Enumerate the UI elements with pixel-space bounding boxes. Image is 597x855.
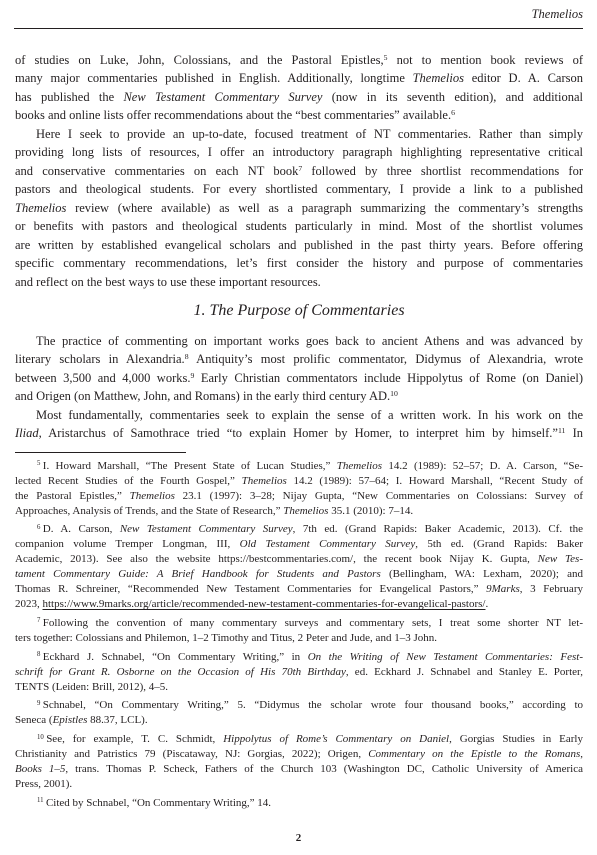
line-content <box>37 699 583 711</box>
footnote-separator <box>15 452 186 453</box>
text-run: , <box>580 747 583 760</box>
footnote-number: 10 <box>37 733 44 741</box>
text-run: (Bellingham, WA: Lexham, 2020); and <box>380 568 583 581</box>
text-line <box>15 273 583 292</box>
text-line <box>15 332 583 351</box>
text-run: companion volume Tremper Longman, III, <box>15 538 240 551</box>
italic-text: New Testament Commentary Survey <box>119 523 293 536</box>
text-run: Thomas R. Schreiner, “Recommended New Testament Commentaries for Evangelical Pastors,” <box>15 583 487 596</box>
line-content <box>15 475 583 487</box>
footnote-line <box>15 459 583 474</box>
text-run: Following the convention of many commentary surveys and commentary sets, I treat some shorter NT let- <box>42 616 583 629</box>
line-content <box>37 651 583 663</box>
text-run: literary scholars in Alexandria. <box>15 352 185 367</box>
text-run: the Pastoral Epistles,” <box>15 489 130 502</box>
text-line <box>15 88 583 107</box>
text-run: TENTS (Leiden: Brill, 2012), 4–5. <box>15 680 169 693</box>
body-paragraph <box>15 406 583 443</box>
line-content <box>37 617 583 629</box>
line-content <box>15 553 583 565</box>
url-link[interactable]: https://www.9marks.org/article/recommended-new-testament-commentaries-for-evangelical-pastors/ <box>42 598 486 611</box>
text-run: , 3 February <box>519 583 583 596</box>
line-content <box>15 598 488 610</box>
text-run: between 3,500 and 4,000 works. <box>15 370 191 385</box>
text-run: Eckhard J. Schnabel, “On Commentary Writing,” in <box>42 650 308 663</box>
text-run: 88.37, LCL). <box>87 714 148 727</box>
footnote-line <box>15 698 583 713</box>
text-run: Cited by Schnabel, “On Commentary Writing,” 14. <box>45 796 272 809</box>
footnote-line <box>15 552 583 567</box>
footnote-reference[interactable]: 5 <box>383 52 388 62</box>
text-run: ters together: Colossians and Philemon, 1–2 Timothy and Titus, 2 Peter and Jude, and 1–3 John. <box>15 631 437 644</box>
footnote <box>15 616 583 646</box>
text-run: and Origen (on Matthew, John, and Romans) in the early third century AD. <box>15 389 391 404</box>
line-content <box>36 334 583 348</box>
line-content <box>37 460 583 472</box>
text-run: 14.2 (1989): 57–64; I. Howard Marshall, “Recent Study of <box>286 474 583 487</box>
footnote-line <box>15 762 583 777</box>
text-line <box>15 51 583 70</box>
text-run: Most fundamentally, commentaries seek to explain the sense of a written work. In his work on the <box>36 407 583 422</box>
text-run: See, for example, T. C. Schmidt, <box>46 732 224 745</box>
text-run: . <box>485 598 489 611</box>
line-content <box>15 201 583 215</box>
text-run: specific commentary recommendations, let’s first consider the history and purpose of commentaries <box>15 256 583 271</box>
line-content <box>15 505 413 517</box>
footnote-line <box>15 537 583 552</box>
line-content <box>37 523 583 535</box>
text-line <box>15 180 583 199</box>
footnote-line <box>15 747 583 762</box>
italic-text: Themelios <box>412 71 464 86</box>
italic-text: tament Commentary Guide: A Brief Handbook for Students and Pastors <box>15 568 381 581</box>
footnote-line <box>15 582 583 597</box>
text-run: Antiquity’s most prolific commentator, Didymus of Alexandria, wrote <box>188 352 583 367</box>
line-content <box>36 127 583 141</box>
line-content <box>15 763 583 775</box>
footnote-line <box>15 474 583 489</box>
body-paragraph <box>15 125 583 292</box>
footnote-reference[interactable]: 6 <box>451 108 455 118</box>
line-content <box>36 408 583 422</box>
text-run: Academic, 2013). See also the website <box>15 553 219 566</box>
italic-text: Books 1–5 <box>15 762 66 775</box>
text-run: and conservative commentaries on each NT book <box>15 163 299 178</box>
text-run: Here I seek to provide an up-to-date, focused treatment of NT commentaries. Rather than simply <box>36 126 583 141</box>
text-line <box>15 162 583 181</box>
footnote-number: 8 <box>37 651 41 659</box>
text-run: editor D. A. Carson <box>463 71 583 86</box>
text-run: Christianity and Patristics 79 (Piscataway, NJ: Gorgias, 2022); Origen, <box>15 747 369 760</box>
text-run: not to mention book reviews of <box>387 52 584 67</box>
text-run: Press, 2001). <box>15 777 73 790</box>
article-body <box>15 51 583 443</box>
footnote-line <box>15 680 583 695</box>
text-line <box>15 350 583 369</box>
text-line <box>15 125 583 144</box>
italic-text: Epistles <box>52 714 88 727</box>
line-content <box>15 53 583 67</box>
line-content <box>15 238 583 252</box>
line-content <box>15 219 583 233</box>
line-content <box>15 71 583 85</box>
footnote-line <box>15 665 583 680</box>
footnote-number: 9 <box>37 699 41 707</box>
line-content <box>15 632 437 644</box>
journal-title: Themelios <box>531 7 583 21</box>
italic-text: Themelios <box>241 474 287 487</box>
line-content <box>15 583 583 595</box>
text-run: providing long lists of resources, I offer an introductory paragraph highlighting representative critical <box>15 145 583 160</box>
line-content <box>15 371 583 385</box>
line-content <box>15 256 583 270</box>
footnote <box>15 650 583 695</box>
text-run: , 7th ed. (Grand Rapids: Baker Academic, 2013). Cf. the <box>292 523 583 536</box>
footnote-line <box>15 650 583 665</box>
italic-text: Themelios <box>15 200 67 215</box>
page-number: 2 <box>295 832 302 844</box>
line-content <box>15 538 583 550</box>
text-line <box>15 387 583 406</box>
text-run: and reflect on the best ways to use these important resources. <box>15 274 321 289</box>
text-run: , 5th ed. (Grand Rapids: Baker <box>415 538 583 551</box>
text-line <box>15 217 583 236</box>
body-paragraph <box>15 332 583 406</box>
footnote-line <box>15 567 583 582</box>
text-line <box>15 199 583 218</box>
running-header <box>532 5 583 23</box>
text-run: (now in its seventh edition), and additional <box>322 89 584 104</box>
text-line <box>15 424 583 443</box>
text-run: pastors and theological students. For every shortlisted commentary, I provide a link to a published <box>15 182 583 197</box>
text-run: The practice of commenting on important works goes back to ancient Athens and was advanced by <box>36 333 583 348</box>
text-run: many major commentaries published in English. Additionally, longtime <box>15 71 413 86</box>
footnote-number: 11 <box>37 797 44 805</box>
line-content <box>15 164 583 178</box>
footnote <box>15 698 583 728</box>
italic-text: Themelios <box>336 459 383 472</box>
url-link[interactable]: https://bestcommentaries.com/ <box>218 553 354 566</box>
text-run: 2023, <box>15 598 43 611</box>
text-run: are written by established evangelical scholars and published in the past thirty years. Before offering <box>15 237 583 252</box>
text-run: or benefits with pastors and theological students particularly in mind. Most of the shortlist volumes <box>15 219 583 234</box>
footnote-line <box>15 522 583 537</box>
footnote-line <box>15 597 583 612</box>
text-run: followed by three shortlist recommendations for <box>302 163 584 178</box>
text-line <box>15 106 583 125</box>
line-content <box>15 182 583 196</box>
line-content <box>15 490 583 502</box>
text-run: Early Christian commentators include Hippolytus of Rome (on Daniel) <box>194 370 584 385</box>
italic-text: On the Writing of New Testament Commentaries: Fest- <box>307 650 583 663</box>
line-content <box>15 145 583 159</box>
text-run: , the recent book Nijay K. Gupta, <box>353 553 538 566</box>
text-run: D. A. Carson, <box>42 523 120 536</box>
text-run: I. Howard Marshall, “The Present State of Lucan Studies,” <box>42 459 337 472</box>
text-run: Schnabel, “On Commentary Writing,” 5. “Didymus the scholar wrote four thousand books,” according to <box>42 699 583 712</box>
text-line <box>15 406 583 425</box>
italic-text: Hippolytus of Rome’s Commentary on Daniel <box>223 732 450 745</box>
line-content <box>15 389 398 403</box>
line-content <box>15 90 583 104</box>
italic-text: Commentary on the Epistle to the Romans <box>368 747 581 760</box>
footnote <box>15 796 583 811</box>
text-run: , Aristarchus of Samothrace tried “to explain Homer by Homer, to interpret him by himself.” <box>38 426 558 441</box>
footnote-reference[interactable]: 7 <box>298 163 303 173</box>
text-run: 23.1 (1997): 3–28; Nijay Gupta, “New Commentaries on Colossians: Survey of <box>174 489 583 502</box>
text-run: , Gorgias Studies in Early <box>449 732 583 745</box>
footnote-reference[interactable]: 11 <box>557 426 566 436</box>
italic-text: Iliad <box>15 426 39 441</box>
italic-text: Old Testament Commentary Survey <box>239 538 416 551</box>
header-rule <box>14 28 583 29</box>
footnote-number: 7 <box>37 617 41 625</box>
text-run: In <box>565 426 583 441</box>
italic-text: Themelios <box>283 504 329 517</box>
italic-text: 9Marks <box>486 583 520 596</box>
line-content <box>15 426 583 440</box>
footnote <box>15 522 583 612</box>
text-line <box>15 254 583 273</box>
footnote-line <box>15 713 583 728</box>
text-run: , ed. Eckhard J. Schnabel and Stanley E. Porter, <box>345 665 583 678</box>
footnote-line <box>15 796 583 811</box>
italic-text: Themelios <box>129 489 175 502</box>
text-line <box>15 369 583 388</box>
text-run: 14.2 (1989): 52–57; D. A. Carson, “Se- <box>382 459 584 472</box>
text-run: review (where available) as well as a paragraph summarizing the commentary’s strengths <box>66 200 583 215</box>
text-run: has published the <box>15 89 124 104</box>
text-run: lected Recent Studies of the Fourth Gospel,” <box>15 474 242 487</box>
italic-text: New Testament Commentary Survey <box>123 89 323 104</box>
line-content <box>15 748 583 760</box>
footnote-line <box>15 777 583 792</box>
footnote-reference[interactable]: 8 <box>184 352 189 362</box>
line-content <box>15 778 72 790</box>
text-line <box>15 236 583 255</box>
footnote <box>15 459 583 519</box>
footnote-line <box>15 616 583 631</box>
line-content <box>15 352 583 366</box>
footnote <box>15 732 583 792</box>
text-run: Seneca ( <box>15 714 53 727</box>
footnote-number: 5 <box>37 460 41 468</box>
footnote-reference[interactable]: 10 <box>390 389 398 399</box>
line-content <box>15 714 148 726</box>
line-content <box>15 666 583 678</box>
text-line <box>15 69 583 88</box>
footnotes <box>15 459 583 815</box>
footnote-reference[interactable]: 9 <box>190 370 195 380</box>
italic-text: New Tes- <box>537 553 583 566</box>
text-run: 35.1 (2010): 7–14. <box>328 504 414 517</box>
text-run: , trans. Thomas P. Scheck, Fathers of the Church 103 (Washington DC, Catholic University of America <box>65 762 583 775</box>
footnote-line <box>15 732 583 747</box>
text-run: books and online lists offer recommendations about the “best commentaries” available. <box>15 108 452 123</box>
footnote-line <box>15 631 583 646</box>
section-heading: 1. The Purpose of Commentaries <box>193 302 405 320</box>
footnote-line <box>15 504 583 519</box>
line-content <box>15 568 583 580</box>
line-content <box>15 108 455 122</box>
line-content <box>37 733 583 745</box>
text-run: of studies on Luke, John, Colossians, and the Pastoral Epistles, <box>15 52 384 67</box>
text-run: Approaches, Analysis of Trends, and the State of Research,” <box>15 504 284 517</box>
line-content <box>15 275 321 289</box>
line-content <box>37 797 271 809</box>
text-line <box>15 143 583 162</box>
italic-text: schrift for Grant R. Osborne on the Occasion of His 70th Birthday <box>15 665 346 678</box>
line-content <box>15 681 168 693</box>
body-paragraph <box>15 51 583 125</box>
footnote-number: 6 <box>37 523 41 531</box>
footnote-line <box>15 489 583 504</box>
